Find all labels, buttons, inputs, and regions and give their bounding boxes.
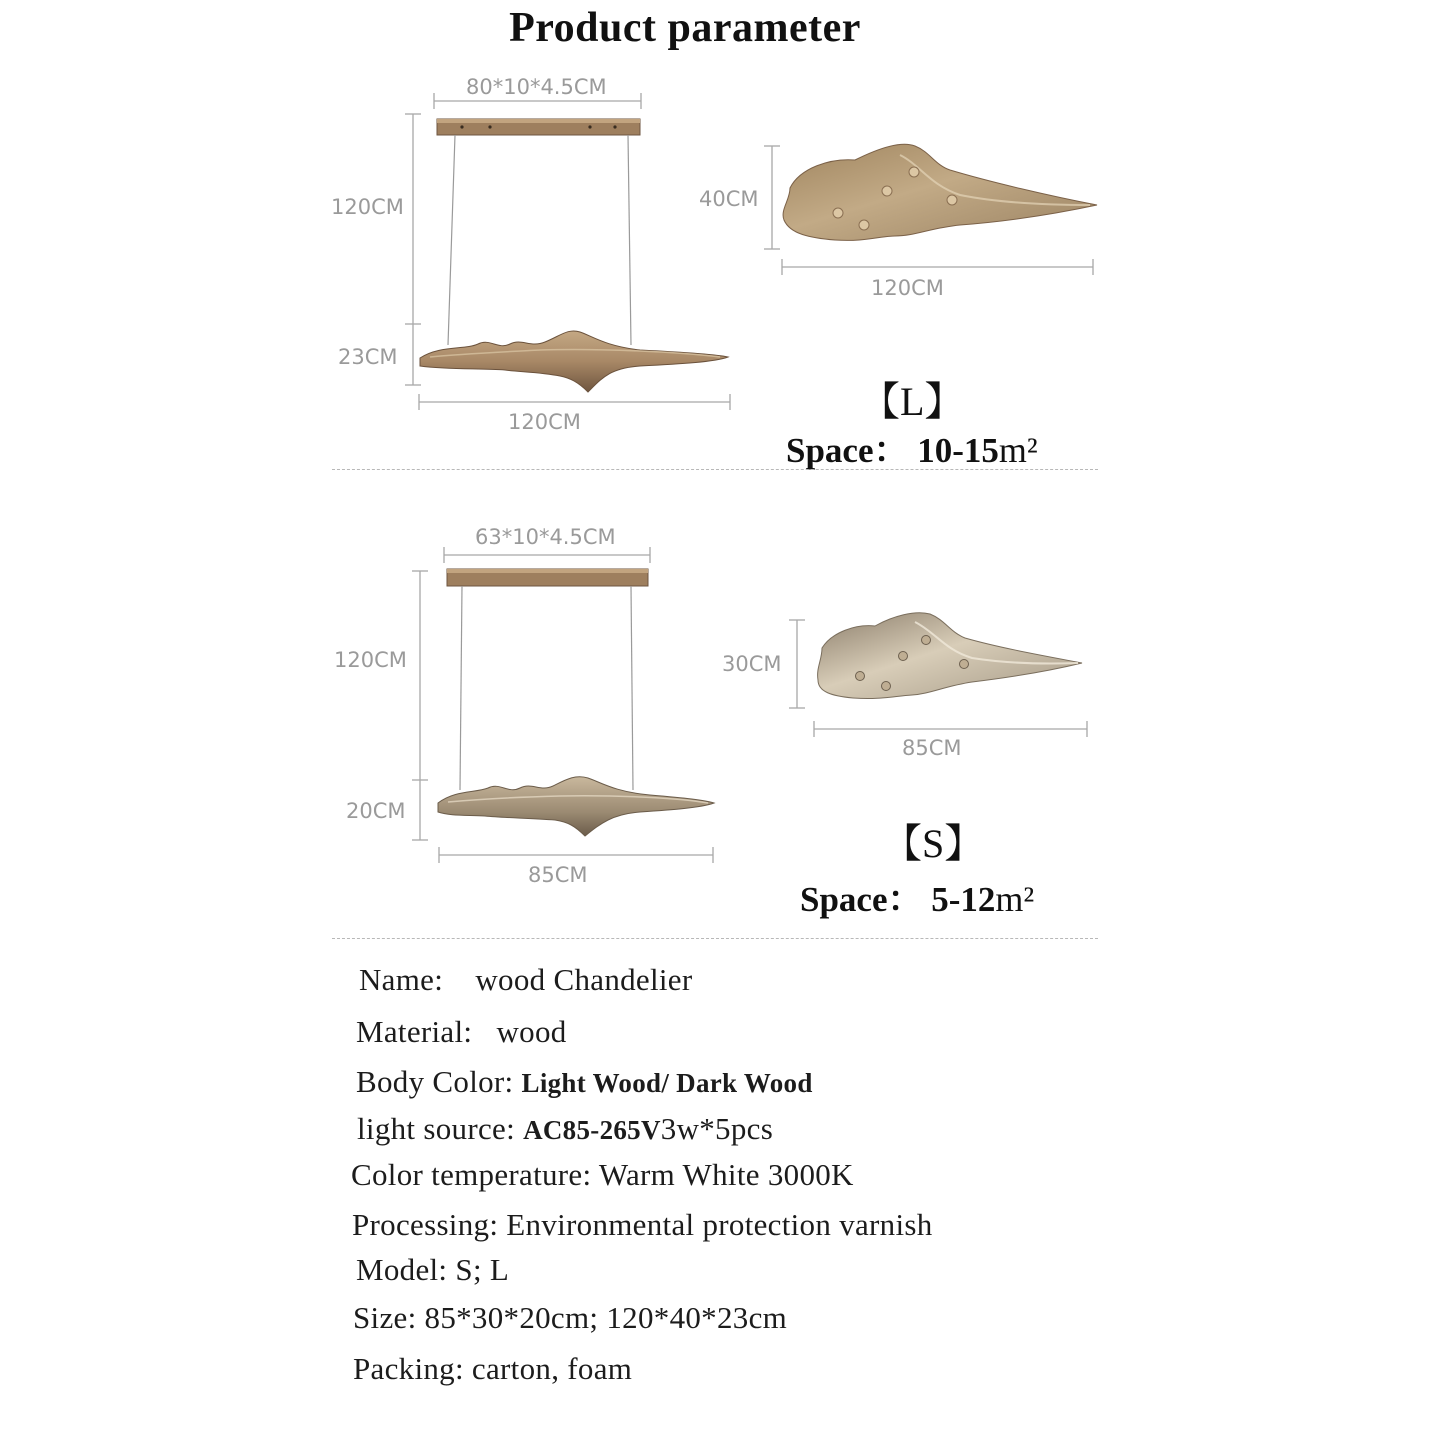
small-side-view — [412, 547, 714, 863]
spec-name-label: Name: — [359, 962, 444, 997]
spec-body-color-value: Light Wood/ Dark Wood — [521, 1068, 813, 1098]
small-canopy-dimension: 63*10*4.5CM — [475, 525, 616, 549]
spec-material — [356, 1014, 567, 1050]
large-drop-dimension: 120CM — [331, 195, 404, 219]
large-body-length-dimension: 120CM — [508, 410, 581, 434]
spec-light-source-value: 3w*5pcs — [660, 1111, 774, 1146]
space-label-small: Space： — [800, 880, 923, 919]
spec-model: Model: S; L — [356, 1252, 510, 1287]
space-value-small: 5-12 — [931, 880, 996, 919]
spec-color-temperature: Color temperature: Warm White 3000K — [351, 1157, 854, 1192]
large-top-width-dimension: 40CM — [699, 187, 759, 211]
small-drop-dimension: 120CM — [334, 648, 407, 672]
large-body-height-dimension: 23CM — [338, 345, 398, 369]
size-tag-large: 【L】 — [860, 379, 965, 424]
space-small — [800, 872, 1034, 922]
space-value-large: 10-15 — [917, 431, 999, 470]
page-title: Product parameter — [509, 5, 861, 51]
small-top-width-dimension: 30CM — [722, 652, 782, 676]
small-body-height-dimension: 20CM — [346, 799, 406, 823]
section-divider-1 — [332, 469, 1098, 470]
spec-size: Size: 85*30*20cm; 120*40*23cm — [353, 1300, 788, 1335]
spec-material-value: wood — [496, 1014, 567, 1049]
spec-light-source — [357, 1111, 773, 1147]
space-large — [786, 423, 1038, 473]
section-divider-2 — [332, 938, 1098, 939]
small-top-view — [789, 613, 1087, 737]
spec-light-source-label: light source: — [357, 1111, 516, 1146]
spec-name-value: wood Chandelier — [475, 962, 693, 997]
small-body-length-dimension: 85CM — [528, 863, 588, 887]
large-top-length-dimension: 120CM — [871, 276, 944, 300]
small-top-length-dimension: 85CM — [902, 736, 962, 760]
large-side-view — [405, 93, 730, 410]
space-unit-small: m² — [995, 879, 1035, 919]
spec-packing: Packing: carton, foam — [353, 1351, 633, 1386]
large-top-view — [764, 144, 1097, 275]
spec-body-color — [356, 1064, 813, 1100]
size-tag-small: 【S】 — [882, 821, 985, 866]
spec-name — [359, 962, 692, 998]
space-label-large: Space： — [786, 431, 909, 470]
space-unit-large: m² — [998, 430, 1038, 470]
spec-body-color-label: Body Color: — [356, 1064, 514, 1099]
large-canopy-dimension: 80*10*4.5CM — [466, 75, 607, 99]
spec-light-source-voltage: AC85-265V — [523, 1115, 661, 1145]
spec-processing: Processing: Environmental protection varnish — [352, 1207, 933, 1242]
spec-material-label: Material: — [356, 1014, 473, 1049]
